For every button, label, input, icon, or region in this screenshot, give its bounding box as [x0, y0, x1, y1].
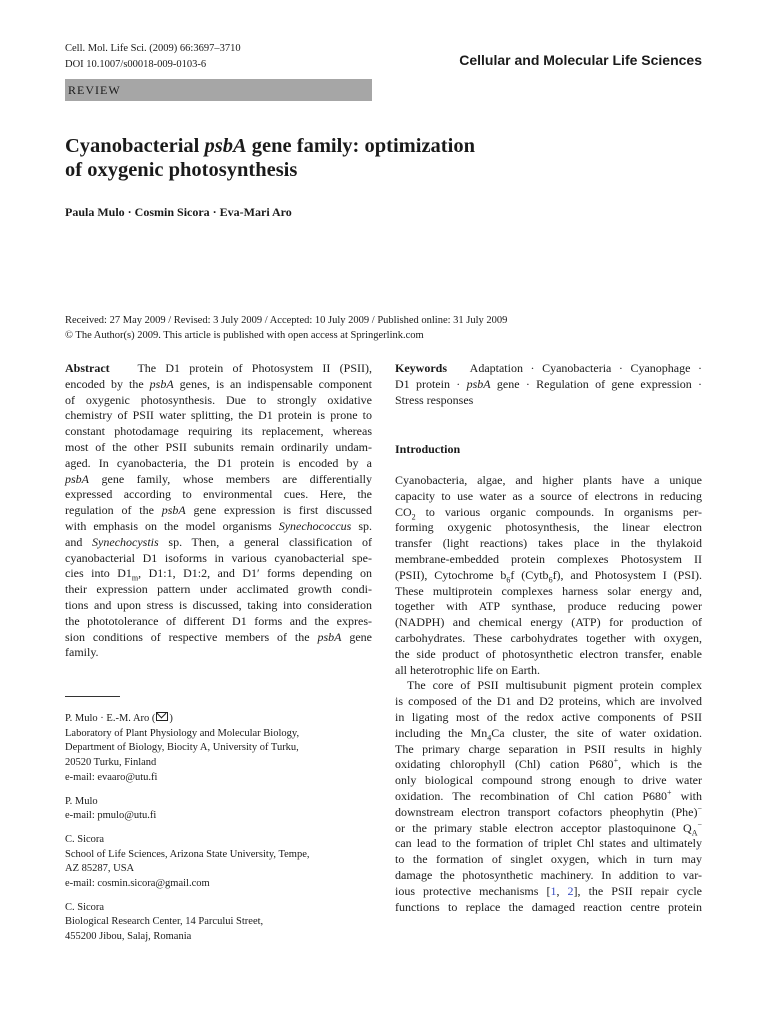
abstract: Abstract The D1 protein of Photosystem II (PSII), encoded by the psbA genes, is an indispensable component of oxygenic photosynthesis. Due to strongly oxidative chemistry of PSII water splitting, the D1 protein is prone to constant photodamage requiring its replacement, whereas most of the other PSII subunits remain ordinarily undam- aged. In cyanobacteria, the D1 protein is encoded by a psbA gene family, whose members are differentially expressed according to environmental cues. Here, the regulation of the psbA gene expression is first discussed with emphasis on the model organisms Synechococcus sp. and Synechocystis sp. Then, a general classification of cyanobacterial D1 isoforms in various cyanobacterial spe- cies into $D1_m$, D1:1, D1:2, and D1′ forms depending on their expression pattern under acclimated growth condi- tions and upon stress is discussed, taking into consideration the phototolerance of different D1 forms and the expres- sion conditions of respective members of the psbA gene family. — [65, 361, 373, 660]
keywords-label: Keywords — [395, 361, 447, 375]
affiliation-block: C. Sicora Biological Research Center, 14 Parcului Street, 455200 Jibou, Salaj, Romania — [65, 901, 372, 945]
email[interactable]: e-mail: cosmin.sicora@gmail.com — [65, 878, 210, 890]
keywords: Keywords Adaptation · Cyanobacteria · Cyanophage · D1 protein · psbA gene · Regulation of gene expression · Stress responses — [395, 361, 702, 407]
affiliation-names: C. Sicora — [65, 901, 105, 913]
section-label: REVIEW — [65, 79, 372, 101]
title-line-1: Cyanobacterial psbA gene family: optimization — [65, 135, 475, 157]
affiliation-block: C. Sicora School of Life Sciences, Arizona State University, Tempe, AZ 85287, USA e-mail: cosmin.sicora@gmail.com — [65, 833, 372, 892]
reference-link-2[interactable]: 2 — [567, 883, 574, 898]
copyright: © The Author(s) 2009. This article is published with open access at Springerlink.com — [65, 330, 424, 341]
article-title — [65, 134, 585, 182]
doi: DOI 10.1007/s00018-009-0103-6 — [65, 59, 207, 70]
publication-dates — [65, 313, 507, 343]
citation-block — [65, 41, 241, 73]
journal-name: Cellular and Molecular Life Sciences — [459, 52, 702, 68]
affiliations — [65, 712, 372, 954]
introduction-body: Cyanobacteria, algae, and higher plants have a unique capacity to use water as a source of electrons in reducing $CO_2$ to various organic compounds. In organisms per- forming oxygenic photosynthesis, the linear electron transfer (light reactions) takes place in the thylakoid membrane-embedded protein complexes Photosystem II (PSII), Cytochrome $b_6f$ (Cytb$_6$f), and Photosystem I (PSI). These multiprotein complexes harness solar energy and, together with ATP synthase, produce reducing power (NADPH) and chemical energy (ATP) for production of carbohydrates. These carbohydrates together with oxygen, the side product of photosynthetic electron transfer, enable all heterotrophic life on Earth. The core of PSII multisubunit pigment protein complex is composed of the D1 and D2 proteins, which are involved in ligating most of the redox active components of PSII including the $Mn_4Ca$ cluster, the site of water oxidation. The primary charge separation in PSII results in highly oxidating chlorophyll (Chl) cation P680+, which is the only biological compound strong enough to drive water oxidation. The recombination of Chl cation P680+ with downstream electron transport cofactors pheophytin (Phe)− or the primary stable electron acceptor plastoquinone $Q_A^-$ can lead to the formation of triplet Chl states and ultimately to the formation of singlet oxygen, which in turn may damage the photosynthetic machinery. In addition to var- ious protective mechanisms [1, 2], the PSII repair cycle functions to replace the damaged reaction centre protein — [395, 473, 703, 914]
footnote-divider — [65, 696, 120, 697]
affiliation-block — [65, 795, 372, 824]
affiliation-block: P. Mulo · E.-M. Aro ( ) Laboratory of Plant Physiology and Molecular Biology, Department of Biology, Biocity A, University of Turku, 20520 Turku, Finland e-mail: evaaro@utu.fi — [65, 712, 372, 786]
email[interactable]: e-mail: pmulo@utu.fi — [65, 810, 157, 822]
affiliation-names: P. Mulo — [65, 795, 98, 807]
introduction-heading: Introduction — [395, 442, 461, 456]
envelope-icon — [156, 712, 168, 721]
email[interactable]: e-mail: evaaro@utu.fi — [65, 771, 158, 783]
affiliation-names: C. Sicora — [65, 833, 105, 845]
date-history: Received: 27 May 2009 / Revised: 3 July 2009 / Accepted: 10 July 2009 / Published online: 31 July 2009 — [65, 315, 508, 326]
abstract-label: Abstract — [65, 361, 110, 375]
affiliation-names: P. Mulo · E.-M. Aro ( ) — [65, 713, 173, 724]
author-list: Paula Mulo · Cosmin Sicora · Eva-Mari Aro — [65, 205, 292, 219]
journal-citation: Cell. Mol. Life Sci. (2009) 66:3697–3710 — [65, 43, 241, 54]
title-line-2: of oxygenic photosynthesis — [65, 159, 298, 181]
reference-link-1[interactable]: 1 — [550, 883, 557, 898]
